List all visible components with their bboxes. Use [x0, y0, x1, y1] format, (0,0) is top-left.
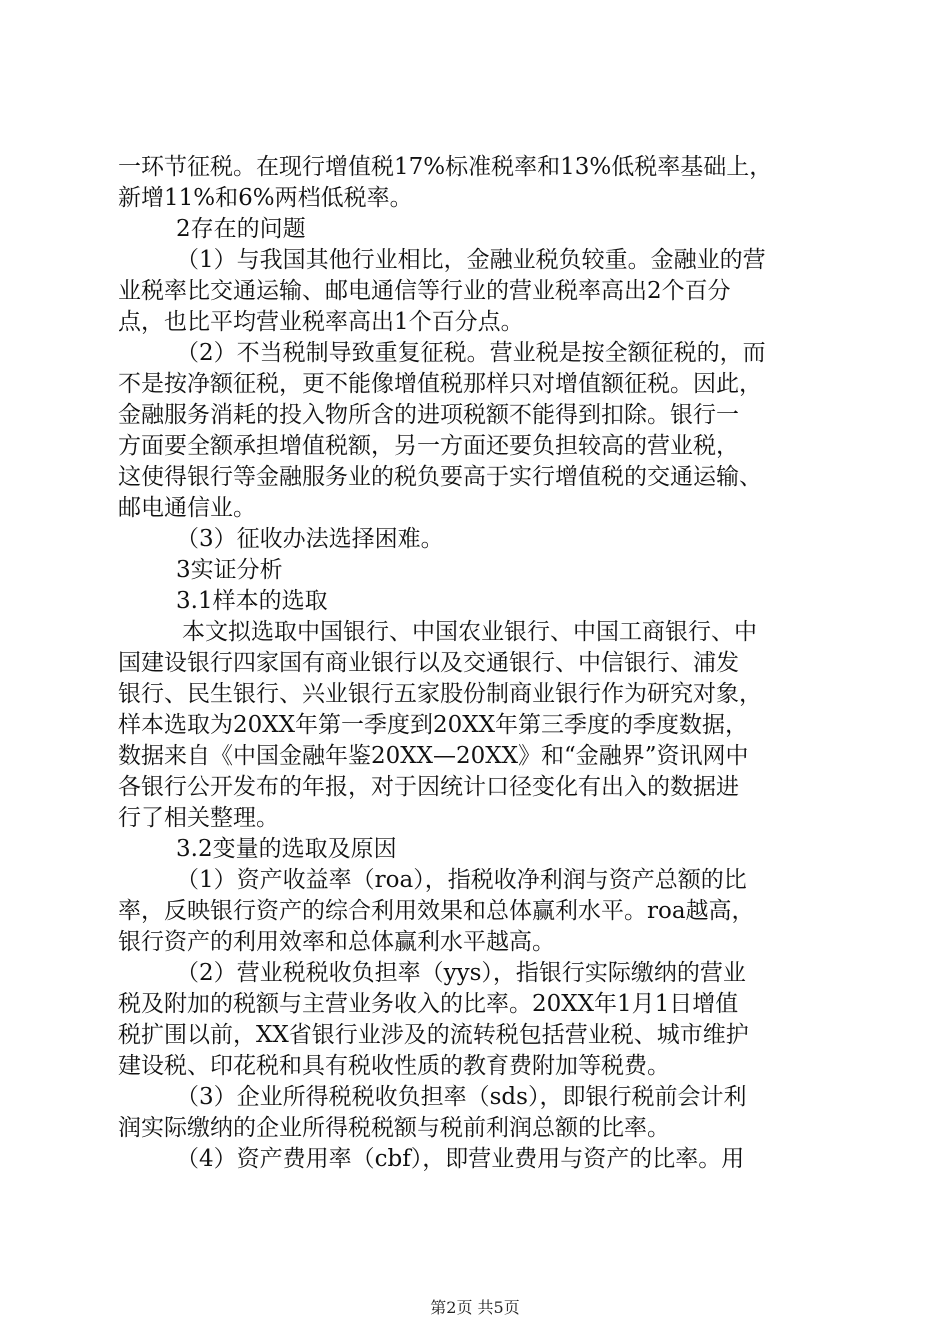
text-line: 不是按净额征税，更不能像增值税那样只对增值额征税。因此，	[118, 371, 762, 397]
text-line: 行了相关整理。	[118, 805, 279, 831]
text-line: 金融服务消耗的投入物所含的进项税额不能得到扣除。银行一	[118, 402, 739, 428]
text-line: 样本选取为20XX年第一季度到20XX年第三季度的季度数据，	[118, 712, 749, 738]
text-line: 3实证分析	[176, 557, 283, 583]
text-line: （3）征收办法选择困难。	[176, 526, 444, 552]
text-line: 各银行公开发布的年报，对于因统计口径变化有出入的数据进	[118, 774, 739, 800]
text-line: 银行、民生银行、兴业银行五家股份制商业银行作为研究对象，	[118, 681, 762, 707]
text-line: 点，也比平均营业税率高出1个百分点。	[118, 309, 524, 335]
text-line: 这使得银行等金融服务业的税负要高于实行增值税的交通运输、	[118, 464, 762, 490]
document-body	[118, 152, 838, 1175]
text-line: 国建设银行四家国有商业银行以及交通银行、中信银行、浦发	[118, 650, 739, 676]
text-line: 方面要全额承担增值税额，另一方面还要负担较高的营业税，	[118, 433, 739, 459]
text-line: 税扩围以前，XX省银行业涉及的流转税包括营业税、城市维护	[118, 1022, 749, 1048]
text-line: （4）资产费用率（cbf），即营业费用与资产的比率。用	[176, 1146, 745, 1172]
text-line: 税及附加的税额与主营业务收入的比率。20XX年1月1日增值	[118, 991, 739, 1017]
text-line: 邮电通信业。	[118, 495, 256, 521]
text-line: （2）不当税制导致重复征税。营业税是按全额征税的，而	[176, 340, 766, 366]
text-line: 建设税、印花税和具有税收性质的教育费附加等税费。	[118, 1053, 670, 1079]
text-line: 数据来自《中国金融年鉴20XX—20XX》和“金融界”资讯网中	[118, 743, 749, 769]
text-line: 银行资产的利用效率和总体赢利水平越高。	[118, 929, 555, 955]
text-line: （1）与我国其他行业相比，金融业税负较重。金融业的营	[176, 247, 766, 273]
text-line: （2）营业税税收负担率（yys），指银行实际缴纳的营业	[176, 960, 746, 986]
text-line: （1）资产收益率（roa），指税收净利润与资产总额的比	[176, 867, 747, 893]
text-line: 新增11%和6%两档低税率。	[118, 185, 413, 211]
text-line: 一环节征税。在现行增值税17%标准税率和13%低税率基础上，	[118, 154, 773, 180]
text-line: 业税率比交通运输、邮电通信等行业的营业税率高出2个百分	[118, 278, 731, 304]
text-line: 率，反映银行资产的综合利用效果和总体赢利水平。roa越高，	[118, 898, 755, 924]
text-line: 本文拟选取中国银行、中国农业银行、中国工商银行、中	[182, 619, 757, 645]
text-line: 3.2变量的选取及原因	[176, 836, 397, 862]
text-line: 3.1样本的选取	[176, 588, 328, 614]
text-line: 润实际缴纳的企业所得税税额与税前利润总额的比率。	[118, 1115, 670, 1141]
text-line: 2存在的问题	[176, 216, 306, 242]
text-line: （3）企业所得税税收负担率（sds），即银行税前会计利	[176, 1084, 747, 1110]
page-footer: 第2页 共5页	[430, 1298, 520, 1317]
